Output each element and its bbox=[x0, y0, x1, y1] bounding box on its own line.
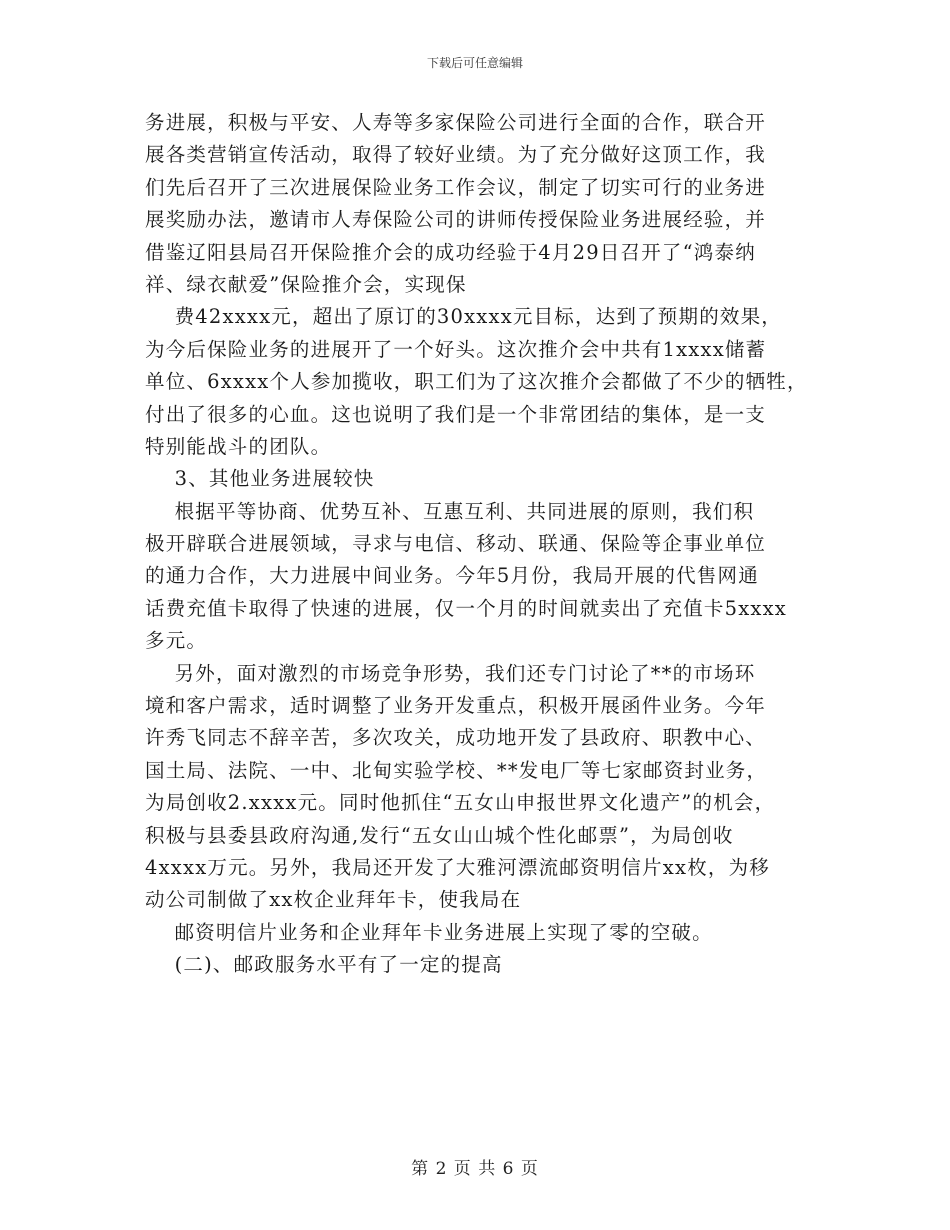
text-line: 祥、绿衣献爱”保险推介会，实现保 bbox=[145, 272, 467, 296]
text-line: 单位、6xxxx个人参加揽收，职工们为了这次推介会都做了不少的牺牲， bbox=[145, 370, 808, 394]
text-line: 展奖励办法，邀请市人寿保险公司的讲师传授保险业务进展经验，并 bbox=[145, 208, 767, 232]
text-line: 动公司制做了xx枚企业拜年卡，使我局在 bbox=[145, 888, 522, 912]
text-line: 们先后召开了三次进展保险业务工作会议，制定了切实可行的业务进 bbox=[145, 175, 767, 199]
text-line: 极开辟联合进展领域，寻求与电信、移动、联通、保险等企事业单位 bbox=[145, 532, 767, 556]
text-line: 务进展，积极与平安、人寿等多家保险公司进行全面的合作，联合开 bbox=[145, 111, 767, 134]
document-body bbox=[145, 107, 825, 982]
page-header: 下载后可任意编辑 bbox=[426, 56, 523, 70]
text-line: 多元。 bbox=[145, 629, 208, 653]
text-line: 积极与县委县政府沟通,发行“五女山山城个性化邮票”，为局创收 bbox=[145, 823, 734, 847]
text-line: 境和客户需求，适时调整了业务开发重点，积极开展函件业务。今年 bbox=[145, 694, 767, 718]
text-line: 国土局、法院、一中、北甸实验学校、**发电厂等七家邮资封业务， bbox=[145, 758, 768, 782]
text-line: 的通力合作，大力进展中间业务。今年5月份，我局开展的代售网通 bbox=[145, 564, 759, 588]
text-line: 展各类营销宣传活动，取得了较好业绩。为了充分做好这顶工作，我 bbox=[145, 143, 767, 167]
text-line: (二)、邮政服务水平有了一定的提高 bbox=[145, 953, 503, 977]
text-line: 3、其他业务进展较快 bbox=[145, 467, 375, 491]
text-line: 邮资明信片业务和企业拜年卡业务进展上实现了零的空破。 bbox=[145, 920, 713, 944]
text-line: 根据平等协商、优势互补、互惠互利、共同进展的原则，我们积 bbox=[145, 499, 755, 523]
text-line: 话费充值卡取得了快速的进展，仅一个月的时间就卖出了充值卡5xxxx bbox=[145, 596, 787, 620]
text-line: 费42xxxx元，超出了原订的30xxxx元目标，达到了预期的效果， bbox=[145, 305, 782, 329]
text-line: 4xxxx万元。另外，我局还开发了大雅河漂流邮资明信片xx枚，为移 bbox=[145, 855, 770, 879]
text-line: 许秀飞同志不辞辛苦，多次攻关，成功地开发了县政府、职教中心、 bbox=[145, 726, 767, 750]
text-line: 为局创收2.xxxx元。同时他抓住“五女山申报世界文化遗产”的机会， bbox=[145, 791, 776, 815]
text-line: 另外，面对激烈的市场竞争形势，我们还专门讨论了**的市场环 bbox=[145, 661, 756, 685]
text-line: 为今后保险业务的进展开了一个好头。这次推介会中共有1xxxx储蓄 bbox=[145, 337, 767, 361]
text-line: 付出了很多的心血。这也说明了我们是一个非常团结的集体，是一支 bbox=[145, 402, 767, 426]
text-line: 借鉴辽阳县局召开保险推介会的成功经验于4月29日召开了“鸿泰纳 bbox=[145, 240, 756, 264]
page-number: 第 2 页 共 6 页 bbox=[411, 1159, 539, 1179]
text-line: 特别能战斗的团队。 bbox=[145, 434, 332, 458]
